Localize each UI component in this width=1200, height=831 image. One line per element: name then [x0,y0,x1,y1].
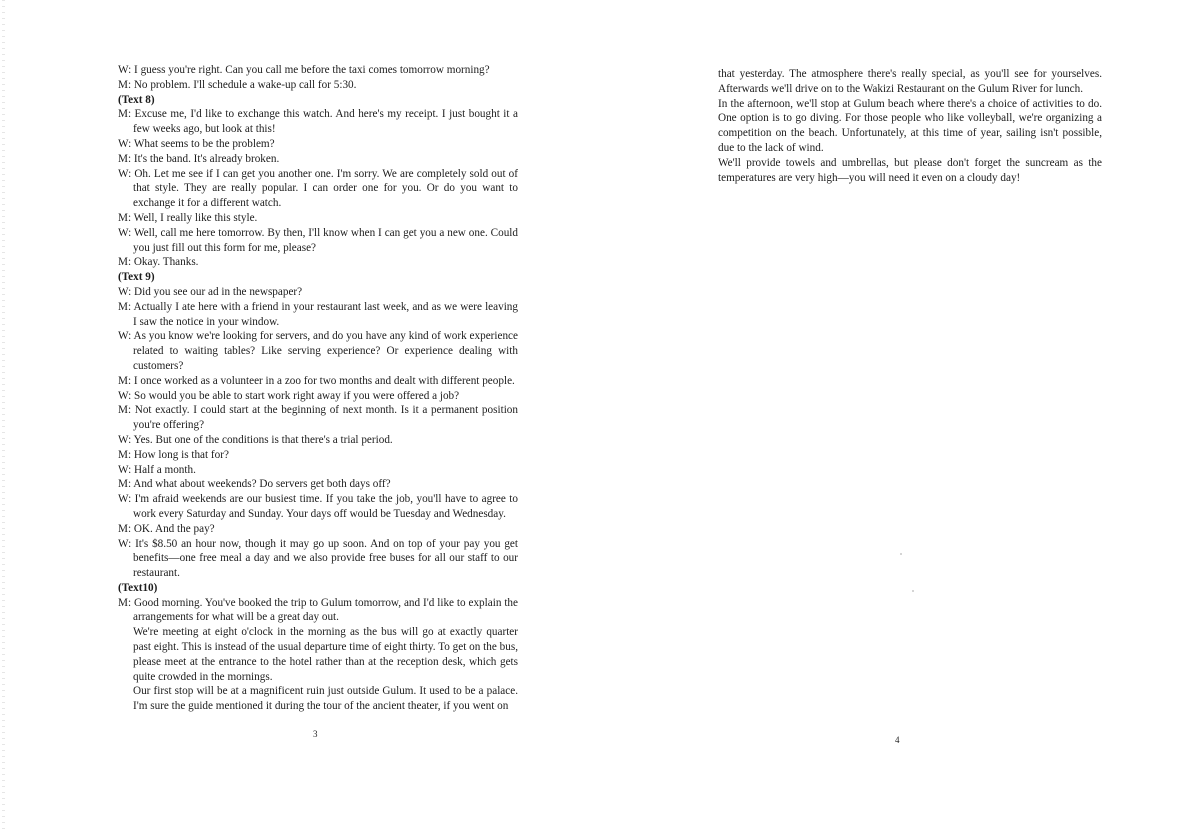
dialogue-line: W: What seems to be the problem? [118,137,275,150]
dialogue-line: M: It's the band. It's already broken. [118,152,280,165]
dialogue-line: W: It's $8.50 an hour now, though it may go up soon. And on top of your pay you get benefits—one free meal a day and we also provide free buses for all our staff to our restaurant. [118,537,518,580]
dialogue-line: W: Did you see our ad in the newspaper? [118,285,303,298]
dialogue-line: M: How long is that for? [118,448,229,461]
monologue-paragraph: We're meeting at eight o'clock in the morning as the bus will go at exactly quarter past eight. This is instead of the usual departure time of eight thirty. To get on the bus, please meet at the entrance to the hotel rather than at the reception desk, which gets quite crowded in the mornings. [133,626,518,683]
dialogue-line: W: As you know we're looking for servers, and do you have any kind of work experience related to waiting tables? Like serving experience? Or experience dealing with customers? [118,330,518,372]
dialogue-line: M: OK. And the pay? [118,522,215,535]
right-page [600,0,1200,831]
dialogue-line: W: Half a month. [118,463,196,476]
section-heading: (Text 9) [118,271,155,284]
dialogue-line: M: Okay. Thanks. [118,256,199,269]
monologue-paragraph: that yesterday. The atmosphere there's really special, as you'll see for yourselves. Afterwards we'll drive on to the Wakizi Restaurant on the Gulum River for lunch. [718,68,1102,95]
page-number: 4 [895,735,900,745]
dialogue-line: W: Well, call me here tomorrow. By then, I'll know when I can get you a new one. Could you just fill out this form for me, please? [118,226,518,254]
dialogue-line: M: Not exactly. I could start at the beginning of next month. Is it a permanent position you're offering? [118,404,518,432]
dialogue-line: W: Oh. Let me see if I can get you another one. I'm sorry. We are completely sold out of that style. They are really popular. I can order one for you. Or do you want to exchange it for a different watch. [118,167,518,210]
monologue-paragraph: In the afternoon, we'll stop at Gulum beach where there's a choice of activities to do. One option is to go diving. For those people who like volleyball, we're organizing a competition on the beach. Unfortunately, at this time of year, sailing isn't possible, due to the lack of wind. [718,97,1102,154]
monologue-paragraph: We'll provide towels and umbrellas, but please don't forget the suncream as the temperatures are very high—you will need it even on a cloudy day! [718,156,1102,184]
dialogue-line: W: I'm afraid weekends are our busiest time. If you take the job, you'll have to agree to work every Saturday and Sunday. Your days off would be Tuesday and Wednesday. [118,493,518,520]
dialogue-line: M: Well, I really like this style. [118,211,258,224]
page-number: 3 [313,729,318,739]
section-heading: (Text 8) [118,93,155,106]
dialogue-line: W: So would you be able to start work right away if you were offered a job? [118,389,460,402]
dialogue-line: M: Excuse me, I'd like to exchange this watch. And here's my receipt. I just bought it a few weeks ago, but look at this! [118,108,518,136]
dialogue-line: W: Yes. But one of the conditions is that there's a trial period. [118,433,393,446]
dialogue-line: M: And what about weekends? Do servers get both days off? [118,478,391,491]
scan-speck [900,553,902,555]
scan-speck [912,590,914,592]
dialogue-line: M: No problem. I'll schedule a wake-up call for 5:30. [118,78,357,91]
left-page-text [118,63,518,714]
dialogue-line: W: I guess you're right. Can you call me before the taxi comes tomorrow morning? [118,64,490,76]
dialogue-line: M: I once worked as a volunteer in a zoo for two months and dealt with different people. [118,374,515,387]
monologue-paragraph: Our first stop will be at a magnificent ruin just outside Gulum. It used to be a palace. I'm sure the guide mentioned it during the tour of the ancient theater, if you went on [133,685,518,713]
right-page-text [718,67,1102,185]
section-heading: (Text10) [118,581,158,594]
dialogue-line: M: Actually I ate here with a friend in your restaurant last week, and as we were leaving I saw the notice in your window. [118,300,518,328]
dialogue-line: M: Good morning. You've booked the trip to Gulum tomorrow, and I'd like to explain the arrangements for what will be a great day out. [118,596,518,624]
